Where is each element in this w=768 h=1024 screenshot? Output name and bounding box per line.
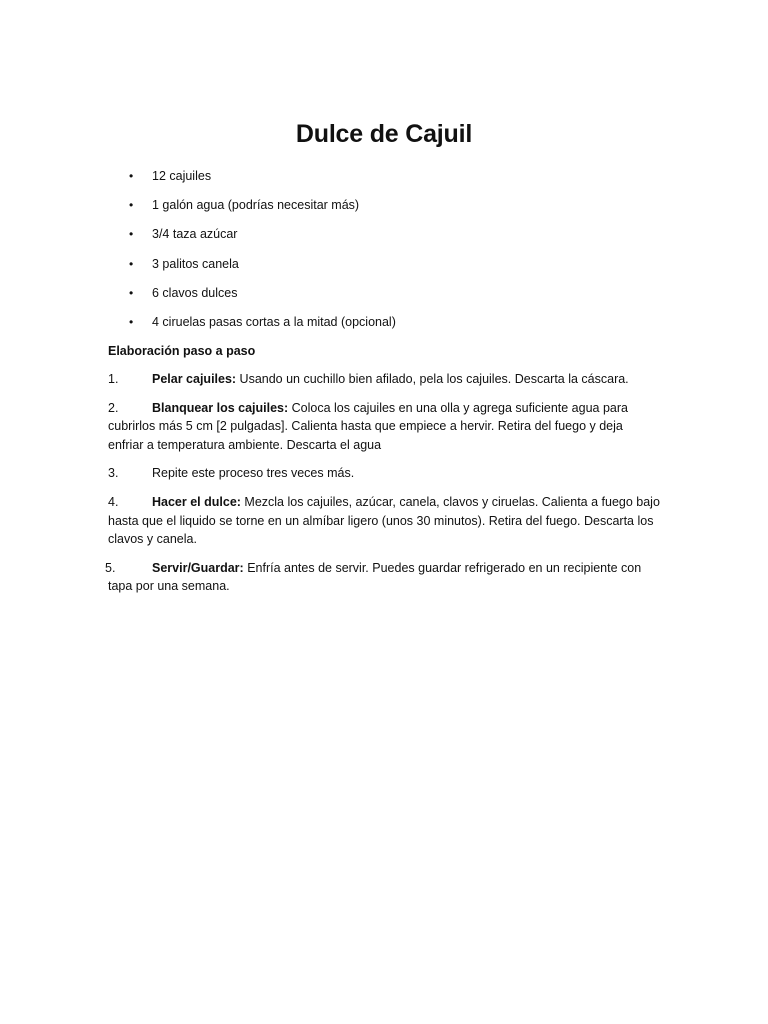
step-label: Servir/Guardar:: [152, 560, 244, 575]
ingredient-text: 3 palitos canela: [152, 256, 239, 271]
list-item: [108, 283, 668, 312]
list-item: [108, 312, 668, 341]
bullet-icon: •: [129, 314, 134, 329]
bullet-icon: •: [129, 198, 134, 213]
step-text: Enfría antes de servir. Puedes guardar refrigerado en un recipiente con tapa por una semana.: [108, 560, 642, 594]
bullet-icon: •: [129, 285, 134, 300]
step-number: 2.: [108, 400, 119, 415]
step-item: [108, 399, 660, 455]
ingredient-text: 3/4 taza azúcar: [152, 227, 238, 242]
step-list: [105, 370, 660, 606]
page-title: Dulce de Cajuil: [295, 120, 473, 148]
ingredient-list: [108, 166, 668, 341]
step-item: [108, 464, 660, 483]
step-number: 1.: [108, 372, 119, 386]
bullet-icon: •: [129, 227, 134, 242]
step-number: 4.: [108, 494, 119, 509]
step-label: Hacer el dulce:: [152, 494, 241, 509]
ingredient-text: 12 cajuiles: [152, 169, 212, 183]
ingredient-text: 1 galón agua (podrías necesitar más): [152, 198, 360, 213]
step-text: Coloca los cajuiles en una olla y agrega suficiente agua para cubrirlos más 5 cm [2 pulgadas]. Calienta hasta que empiece a hervir. Retira del fuego y deja enfriar a temperatura ambiente. Descarta el agua: [108, 400, 628, 452]
section-heading: Elaboración paso a paso: [108, 344, 256, 358]
list-item: [108, 166, 668, 195]
step-number: 5.: [105, 560, 116, 575]
bullet-icon: •: [129, 169, 134, 183]
step-item: [108, 493, 660, 549]
step-text: Repite este proceso tres veces más.: [152, 466, 355, 481]
step-item: [105, 559, 660, 596]
step-label: Pelar cajuiles:: [152, 372, 237, 386]
bullet-icon: •: [129, 256, 134, 271]
step-text: Mezcla los cajuiles, azúcar, canela, clavos y ciruelas. Calienta a fuego bajo hasta que el liquido se torne en un almíbar ligero (unos 30 minutos). Retira del fuego. Descarta los clavos y canela.: [108, 494, 660, 547]
list-item: [108, 254, 668, 283]
step-item: [108, 370, 660, 389]
step-number: 3.: [108, 466, 119, 481]
list-item: [108, 224, 668, 253]
step-label: Blanquear los cajuiles:: [152, 400, 289, 415]
ingredient-text: 6 clavos dulces: [152, 285, 238, 300]
ingredient-text: 4 ciruelas pasas cortas a la mitad (opcional): [152, 314, 396, 329]
step-text: Usando un cuchillo bien afilado, pela los cajuiles. Descarta la cáscara.: [236, 372, 629, 386]
list-item: [108, 195, 668, 224]
